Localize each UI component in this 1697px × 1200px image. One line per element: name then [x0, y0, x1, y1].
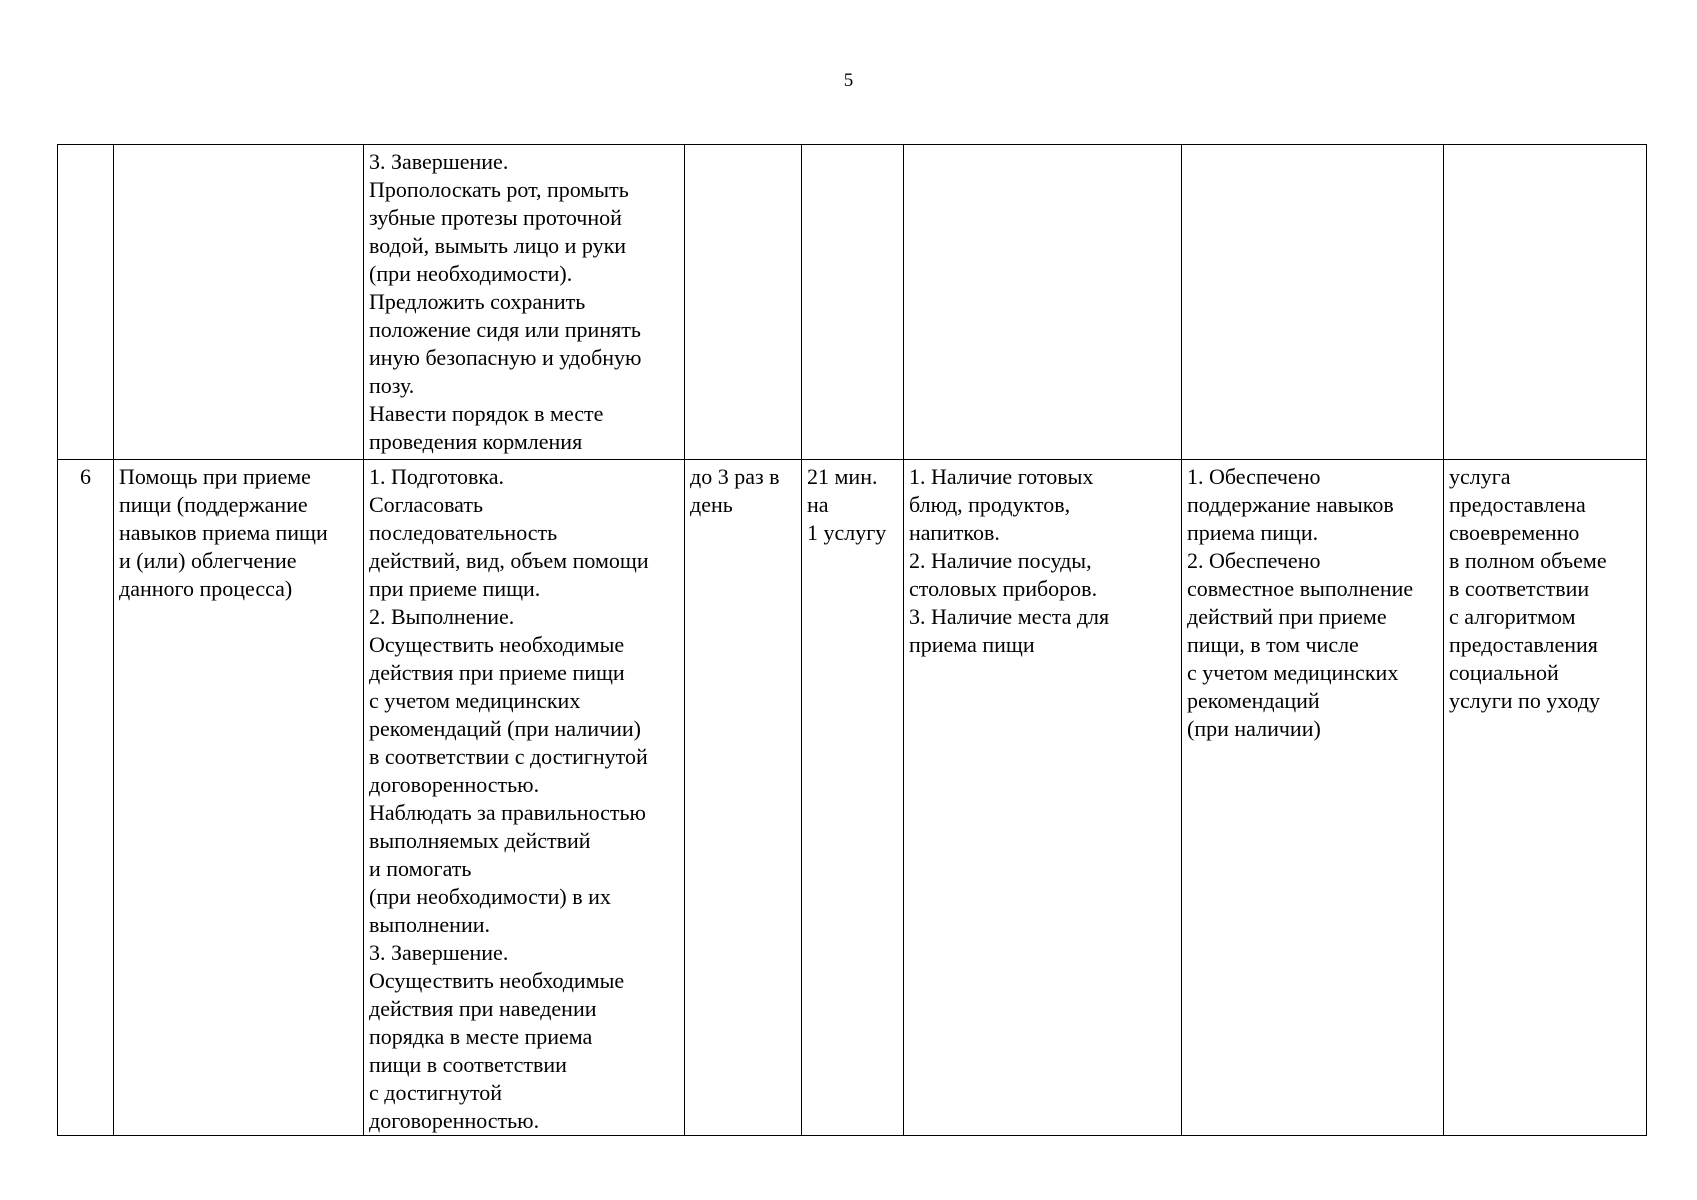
- text-line: навыков приема пищи: [119, 520, 328, 545]
- text-line: услуги по уходу: [1449, 688, 1601, 713]
- text-line: 21 мин.: [807, 464, 878, 489]
- text-line: пищи в соответствии: [369, 1052, 567, 1077]
- cell-frequency: [685, 145, 802, 460]
- text-line: 1. Подготовка.: [369, 464, 504, 489]
- text-line: Осуществить необходимые: [369, 632, 625, 657]
- table-row: [58, 460, 1647, 1136]
- text-line: с учетом медицинских: [369, 688, 581, 713]
- text-line: поддержание навыков: [1187, 492, 1394, 517]
- text-line: до 3 раз в: [690, 464, 780, 489]
- text-line: водой, вымыть лицо и руки: [369, 233, 627, 258]
- text-line: 2. Выполнение.: [369, 604, 515, 629]
- text-line: услуга: [1449, 464, 1511, 489]
- text-line: договоренностью.: [369, 772, 540, 797]
- text-line: 2. Обеспечено: [1187, 548, 1321, 573]
- text-line: выполняемых действий: [369, 828, 591, 853]
- text-line: приема пищи: [909, 632, 1035, 657]
- text-line: положение сидя или принять: [369, 317, 641, 342]
- cell-results: [1182, 460, 1444, 1136]
- services-table: [57, 144, 1647, 1136]
- cell-conditions: [904, 460, 1182, 1136]
- cell-number: [58, 145, 114, 460]
- text-line: 1. Наличие готовых: [909, 464, 1094, 489]
- cell-service-name: [114, 460, 364, 1136]
- cell-actions: [364, 145, 685, 460]
- text-line: иную безопасную и удобную: [369, 345, 642, 370]
- text-line: своевременно: [1449, 520, 1580, 545]
- cell-duration: [802, 460, 904, 1136]
- text-line: действия при наведении: [369, 996, 597, 1021]
- text-line: 1 услугу: [807, 520, 887, 545]
- text-line: при приеме пищи.: [369, 576, 541, 601]
- cell-frequency: [685, 460, 802, 1136]
- text-line: предоставления: [1449, 632, 1598, 657]
- text-line: предоставлена: [1449, 492, 1586, 517]
- text-line: блюд, продуктов,: [909, 492, 1071, 517]
- text-line: рекомендаций (при наличии): [369, 716, 641, 741]
- text-line: с алгоритмом: [1449, 604, 1576, 629]
- text-line: пищи (поддержание: [119, 492, 308, 517]
- text-line: приема пищи.: [1187, 520, 1319, 545]
- text-line: (при необходимости).: [369, 261, 573, 286]
- text-line: напитков.: [909, 520, 1000, 545]
- cell-duration: [802, 145, 904, 460]
- cell-number: 6: [58, 460, 114, 1136]
- table-row: [58, 145, 1647, 460]
- text-line: (при наличии): [1187, 716, 1321, 741]
- cell-evaluation: [1444, 145, 1647, 460]
- text-line: действий, вид, объем помощи: [369, 548, 649, 573]
- text-line: в соответствии с достигнутой: [369, 744, 648, 769]
- text-line: Помощь при приеме: [119, 464, 311, 489]
- text-line: действия при приеме пищи: [369, 660, 625, 685]
- text-line: договоренностью.: [369, 1108, 540, 1133]
- text-line: и помогать: [369, 856, 472, 881]
- text-line: социальной: [1449, 660, 1559, 685]
- text-line: Осуществить необходимые: [369, 968, 625, 993]
- cell-results: [1182, 145, 1444, 460]
- text-line: совместное выполнение: [1187, 576, 1414, 601]
- cell-service-name: [114, 145, 364, 460]
- cell-evaluation: [1444, 460, 1647, 1136]
- text-line: день: [690, 492, 733, 517]
- cell-actions: [364, 460, 685, 1136]
- text-line: данного процесса): [119, 576, 293, 601]
- text-line: Наблюдать за правильностью: [369, 800, 646, 825]
- text-line: (при необходимости) в их: [369, 884, 611, 909]
- text-line: 3. Наличие места для: [909, 604, 1110, 629]
- text-line: столовых приборов.: [909, 576, 1098, 601]
- text-line: Предложить сохранить: [369, 289, 586, 314]
- cell-conditions: [904, 145, 1182, 460]
- text-line: в соответствии: [1449, 576, 1590, 601]
- page-number: 5: [843, 70, 854, 91]
- text-line: 3. Завершение.: [369, 149, 509, 174]
- text-line: действий при приеме: [1187, 604, 1387, 629]
- text-line: рекомендаций: [1187, 688, 1320, 713]
- text-line: последовательность: [369, 520, 558, 545]
- text-line: Прополоскать рот, промыть: [369, 177, 629, 202]
- text-line: Согласовать: [369, 492, 484, 517]
- text-line: с учетом медицинских: [1187, 660, 1399, 685]
- text-line: позу.: [369, 373, 415, 398]
- text-line: в полном объеме: [1449, 548, 1607, 573]
- text-line: порядка в месте приема: [369, 1024, 593, 1049]
- text-line: 2. Наличие посуды,: [909, 548, 1092, 573]
- text-line: и (или) облегчение: [119, 548, 297, 573]
- text-line: выполнении.: [369, 912, 490, 937]
- text-line: зубные протезы проточной: [369, 205, 622, 230]
- text-line: пищи, в том числе: [1187, 632, 1359, 657]
- text-line: 1. Обеспечено: [1187, 464, 1321, 489]
- text-line: Навести порядок в месте: [369, 401, 604, 426]
- text-line: 3. Завершение.: [369, 940, 509, 965]
- text-line: с достигнутой: [369, 1080, 503, 1105]
- text-line: на: [807, 492, 829, 517]
- text-line: проведения кормления: [369, 429, 583, 454]
